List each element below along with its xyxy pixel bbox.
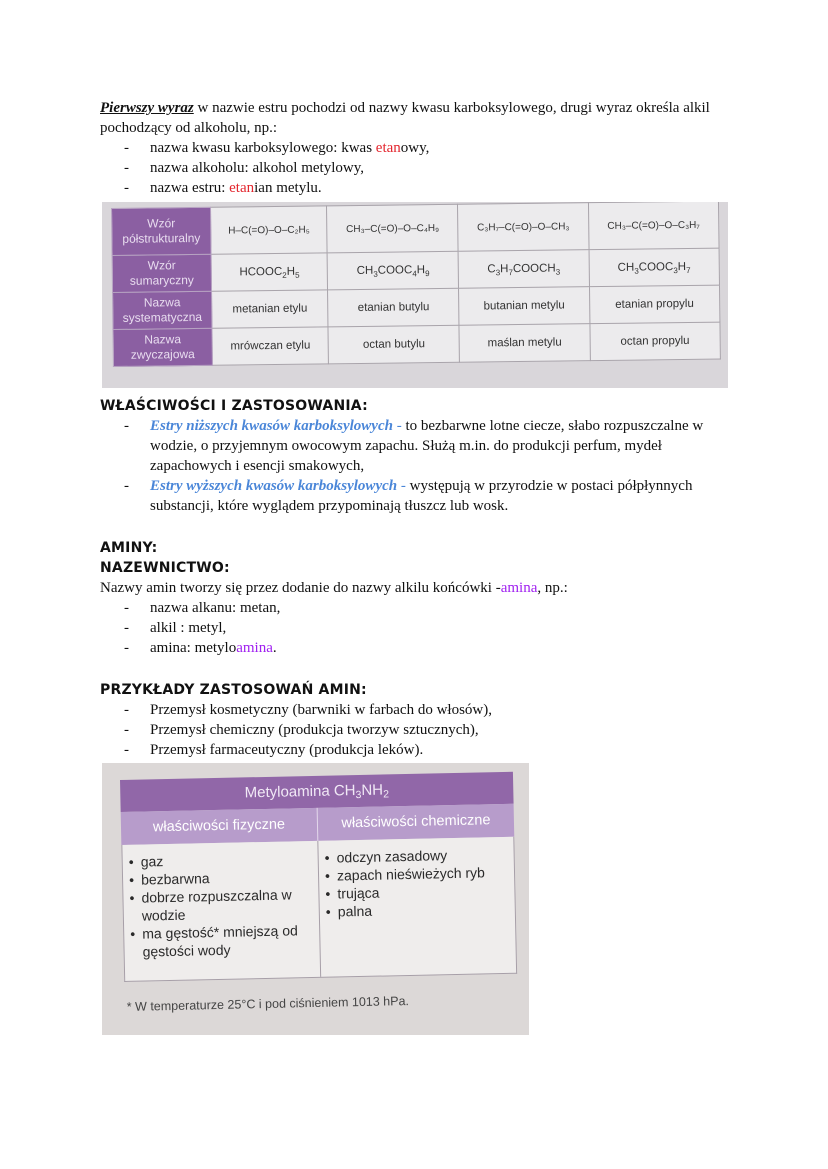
document-body [100, 98, 740, 198]
structure-cell [210, 206, 327, 254]
list-item-text: występują w przyrodzie w postaci półpłynnych substancji, które wyglądem przypominają tłuszcz lub wosk. [150, 478, 693, 514]
card-title: Metyloamina $CH_3NH_2$ [120, 772, 514, 812]
row-header: Nazwa zwyczajowa [113, 328, 212, 366]
amines-paragraph [100, 578, 740, 598]
table-cell: metanian etylu [212, 290, 329, 328]
paragraph-text: , np.: [537, 580, 568, 596]
highlight-text: etan [375, 140, 401, 156]
uses-section [100, 680, 740, 760]
list-item-text: nazwa alkoholu: alkohol metylowy, [150, 160, 364, 176]
term-text: Estry niższych kwasów karboksylowych [150, 418, 393, 434]
intro-text: w nazwie estru pochodzi od nazwy kwasu karboksylowego, drugi wyraz określa alkil pochodzący od alkoholu, np.: [100, 100, 710, 136]
table-cell: octan butylu [328, 325, 459, 364]
highlight-text: amina [236, 640, 273, 656]
methylamine-card [120, 772, 518, 1014]
list-item-text: alkil : metyl, [150, 620, 227, 636]
list-item [100, 638, 740, 658]
formula-cell: $CH_3COOC_4H_9$ [327, 251, 458, 290]
list-item [100, 158, 740, 178]
section-heading: WŁAŚCIWOŚCI I ZASTOSOWANIA: [100, 398, 368, 414]
list-item-text: owy, [400, 140, 430, 156]
list-item: - Przemysł kosmetyczny (barwniki w farbach do włosów), [100, 700, 740, 720]
structure-formula: C₃H₇–C(=O)–O–CH₃ [476, 220, 570, 234]
physical-column [122, 841, 321, 981]
list-item [100, 178, 740, 198]
table-row [113, 322, 720, 366]
card-body [121, 837, 517, 982]
separator: - [392, 418, 406, 434]
row-header: Nazwa systematyczna [113, 291, 212, 329]
structure-cell [327, 204, 459, 253]
list-item [100, 598, 740, 618]
ester-table [111, 202, 721, 367]
term-text: Estry wyższych kwasów karboksylowych [150, 478, 398, 494]
list-item: • odczyn zasadowy [324, 845, 507, 867]
list-item-text: amina: metylo [150, 640, 237, 656]
list-item-text: nazwa estru: [150, 180, 230, 196]
structure-cell [458, 203, 589, 252]
amines-section [100, 538, 740, 658]
separator: - [397, 478, 410, 494]
physical-header: właściwości fizyczne [121, 808, 319, 845]
amines-list [100, 598, 740, 658]
properties-section [100, 396, 740, 516]
chemical-header: właściwości chemiczne [341, 812, 491, 832]
section-subheading: NAZEWNICTWO: [100, 560, 230, 576]
methylamine-photo [102, 763, 529, 1035]
intro-emphasis: Pierwszy wyraz [100, 100, 194, 116]
list-item-text: ian metylu. [254, 180, 322, 196]
list-item: • trująca [325, 881, 508, 903]
footnote: * W temperaturze 25°C i pod ciśnieniem 1013 hPa. [126, 993, 410, 1014]
list-item-text: . [272, 640, 277, 656]
list-item: • ma gęstość* mniejszą od gęstości wody [130, 921, 314, 961]
table-cell: mrówczan etylu [212, 327, 329, 365]
formula-cell: $C_3H_7COOCH_3$ [458, 250, 589, 289]
structure-cell [588, 202, 719, 250]
list-item: • zapach nieświeżych ryb [325, 863, 508, 885]
table-cell: butanian metylu [459, 287, 590, 326]
intro-paragraph [100, 98, 740, 138]
table-cell: etanian butylu [328, 288, 459, 327]
list-item: • palna [326, 899, 509, 921]
chemical-column [318, 837, 516, 977]
uses-list [100, 700, 740, 760]
list-item [100, 138, 740, 158]
table-cell: etanian propylu [589, 285, 720, 324]
ester-table-photo [102, 202, 728, 388]
section-heading: AMINY: [100, 540, 158, 556]
row-header: Wzór sumaryczny [112, 254, 211, 292]
properties-list [100, 416, 740, 516]
formula-cell: $CH_3COOC_3H_7$ [589, 248, 720, 287]
formula-cell: $HCOOC_2H_5$ [211, 253, 328, 291]
table-cell: octan propylu [590, 322, 721, 361]
structure-formula: H–C(=O)–O–C₂H₅ [228, 224, 310, 237]
list-item: - Przemysł chemiczny (produkcja tworzyw sztucznych), [100, 720, 740, 740]
structure-formula: CH₃–C(=O)–O–C₃H₇ [607, 219, 700, 232]
list-item [100, 416, 740, 476]
highlight-text: etan [229, 180, 255, 196]
list-item-text: nazwa alkanu: metan, [150, 600, 281, 616]
list-item: • gaz [129, 849, 312, 871]
intro-list [100, 138, 740, 198]
list-item-text: to bezbarwne lotne ciecze, słabo rozpuszczalne w wodzie, o przyjemnym owocowym zapachu. Służą m.in. do produkcji perfum, mydeł zapachowych i esencji smakowych, [150, 418, 704, 474]
paragraph-text: Nazwy amin tworzy się przez dodanie do nazwy alkilu końcówki - [100, 580, 501, 596]
list-item: • dobrze rozpuszczalna w wodzie [129, 885, 313, 925]
highlight-text: amina [500, 580, 538, 596]
list-item-text: nazwa kwasu karboksylowego: kwas [150, 140, 376, 156]
list-item: - Przemysł farmaceutyczny (produkcja leków). [100, 740, 740, 760]
list-item: • bezbarwna [129, 867, 312, 889]
list-item [100, 618, 740, 638]
table-row [112, 202, 720, 255]
list-item [100, 476, 740, 516]
table-cell: maślan metylu [459, 324, 590, 363]
row-header: Wzór półstrukturalny [112, 207, 212, 255]
structure-formula: CH₃–C(=O)–O–C₄H₉ [346, 222, 440, 235]
section-heading: PRZYKŁADY ZASTOSOWAŃ AMIN: [100, 682, 367, 698]
